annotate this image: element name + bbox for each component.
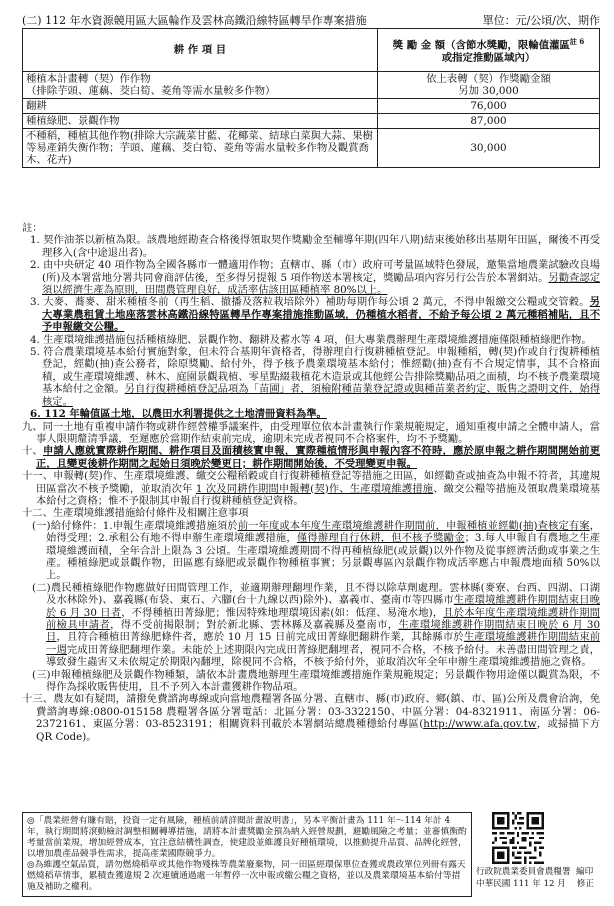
- s12-2-text: (二)農民種植綠肥作物應做好田間管理工作，並適期辦理翻埋作業，且不得以除草劑處理。雲林縣(麥寮、台西、四湖、口湖及水林除外)、嘉義縣(布袋、東石、六腳(台十九線以西)除外)、嘉義市、臺南市等四縣市: [32, 581, 600, 607]
- note-3-emphasis: 另大專業農租賃土地座落雲林高鐵沿線特區轉旱作專案措施推動區域，仍種植水稻者，不給予每公頃 2 萬元種稻補貼，且不予申報繳交公糧。: [42, 296, 600, 334]
- table-row: [23, 72, 600, 99]
- agency-name: 行政院農業委員會農糧署: [476, 867, 571, 877]
- s12-1-tail: ；3.每人申報自有農地之生產環境維護面積，全年合計上限為 3 公頃。生產環境維護期間不得再種植綠肥(或景觀)以外作物及從事經濟活動或事業之生產。種植綠肥或景觀作物，田區應有綠肥或景觀作物種植事實；另景觀專區內景觀作物成活率應占申報農地面積 50%以上。: [46, 532, 601, 582]
- qr-code-icon[interactable]: [492, 812, 544, 864]
- section-13: [22, 693, 600, 743]
- section-10-number: 十、: [22, 445, 44, 458]
- s12-2-tail: 完成田菁綠肥翻埋作業。未能於上述期限內完成田菁綠肥翻埋者，視同不合格，不核予給付。未善盡田間管理之責，導致發生蟲害又未依規定於期限內翻埋，除視同不合格，不核予給付外，並取消次年全年申辦生產環境維護措施之資格。: [46, 643, 601, 669]
- section-12-1: [22, 520, 600, 582]
- award-table-header: [23, 29, 600, 72]
- document-header: [22, 12, 600, 26]
- s12-1-underlined2: 僅得辦理自行休耕，但不核予獎勵金: [296, 532, 465, 545]
- s12-1-underlined: 前一年度或本年度生產環境維護耕作期間前，申報種植並經勸(抽)查核定有案: [237, 519, 590, 532]
- note-5-text: 5. 符合農業環境基本給付實施對象，但未符合基期年資格者，得辦理自行復耕種植登記。申報種稻，轉(契)作或自行復耕種植登記，經勸(抽)查公務者，除原獎勵、給付外，得予核予農業環境基本給付；惟經勸(抽)查有不合規定情事，其不合格面積，或生產環境維護、林木、庭園景觀栽植、零星點綴栽植花木造景或其他經公告排除獎勵品項之面積，均不核予農業環境基本給付之金額。: [30, 346, 600, 396]
- table-cell-amount: 87,000: [378, 114, 600, 129]
- section-11-underlined: 1 次及同耕作期間申報轉(契)作、生產環境維護措施: [195, 482, 434, 495]
- amount-subtext: 另加 30,000: [458, 85, 519, 97]
- s12-2-text4: ，且符合種植田菁綠肥條件者，應於 10 月 15 日前完成田菁綠肥翻耕作業，其餘縣市於: [56, 631, 464, 644]
- notes-section: [22, 222, 600, 743]
- unit-label: 單位：元/公頃/次、期作: [482, 14, 600, 27]
- note-5: [22, 346, 600, 408]
- section-11-tail: 、繳交公糧等措施及領取農業環境基本給付之資格；惟不予限制其申報自行復耕種植登記資格。: [36, 482, 601, 507]
- issuer-line: [476, 866, 608, 878]
- note-5-underlined: 另自行復耕種植登記品項為「苗圃」者，須檢附種苗業登記證或與種苗業者約定、販售之證明文件，始得核定。: [42, 383, 600, 408]
- s12-1-text: (一)給付條件：1.申報生產環境維護措施須於: [32, 519, 238, 532]
- note-3-text: 3. 大麥、蕎麥、甜米種植冬前（再生稻、撤播及落粒栽培除外）補助每期作每公頃 2 萬元，不得申報繳交公糧或交管穀。: [30, 296, 590, 309]
- section-10-emphasis: 申請人應就實際耕作期間、耕作項目及面積核實申報，實際種植情形與申報內容不符時，應於原申報之耕作期間開始前更正，且變更後耕作期間之起始日須晚於變更日；耕作期間開始後，不受理變更申報。: [36, 445, 601, 470]
- issue-date: 中華民國 111 年 12 月: [476, 879, 566, 889]
- note-2: [22, 259, 600, 296]
- section-12-2: [22, 582, 600, 669]
- table-cell-amount: 76,000: [378, 99, 600, 114]
- section-title: (二) 112 年水資源競用區大區輪作及雲林高鐵沿線特區轉旱作專案措施: [22, 14, 367, 27]
- s12-2-text2: ，不得種植田菁綠肥；惟因特殊地理環境因素(如：低窪、易淹水地)，: [121, 606, 444, 619]
- section-10: [22, 445, 600, 470]
- item-subtext: （排除芋頭、蓮藕、茭白筍、菱角等需水量較多作物）: [26, 85, 276, 97]
- website-link[interactable]: http://www.afa.gov.tw: [423, 718, 537, 731]
- note-6: 6. 112 年輪值區土地，以農田水利署提供之土地清冊資料為準。: [30, 408, 327, 421]
- column-header-item: 耕 作 項 目: [23, 29, 378, 72]
- note-1: 1. 契作油茶以新植為限。該農地經勘查合格後得領取契作獎勵金至輔導年期(四年八期)結束後始移出基期年田區，爾後不再受理移入(含中途退出者)。: [30, 234, 600, 259]
- issuer-block: [476, 866, 608, 890]
- footer-notice-box: [22, 812, 472, 897]
- section-11-text: 十一、申報轉(契)作、生產環境維護、繳交公糧稻穀或自行復耕種植登記等措施之田區，如經勸查或抽查為申報不符者，其違規田區當次不核予獎勵，並取消次年: [22, 470, 600, 495]
- table-row: [23, 129, 600, 168]
- date-tag: 修正: [576, 879, 594, 889]
- section-13-text: 十三、農友如有疑問，請撥免費諮詢專線或向當地農糧署各區分署、直轄市、縣(市)政府、鄉(鎮、市、區)公所及農會洽詢，免費諮詢專線:0800-015158 農糧署各區分署電話：北區分署：03-3322150、中區分署：04-8321911、南區分署：06-2372161、東區分署：03-8523191；相關資料刊載於本署網站總農種穩給付專區(: [22, 693, 600, 731]
- section-12-3: (三)申報種植綠肥及景觀作物種類，請依本計畫農地辦理生產環境維護措施作業規範規定；另景觀作物用途僅以觀賞為限，不得作為採收販售使用，且不予列入本計畫獲耕作物品項。: [32, 668, 600, 694]
- section-9: 九、同一土地有重複申請作物或耕作經營權爭議案件，由受理單位依本計畫執行作業規範規定，通知重複申請之全體申請人，當事人限期釐清爭議，至遲應於當期作結束前完成，逾期未完成者視同不合格案件，均不予獎勵。: [22, 420, 600, 445]
- note-4: 4. 生產環境維護措施包括種植綠肥、景觀作物、翻耕及蓄水等 4 項，但大專業農辦理生產環境維護措施僅限種植綠肥作物。: [30, 333, 592, 346]
- note-2-underlined: 另勸查認定須以經濟生產為原則，田間農管理良好，成活率估該田區種植率 80%以上。: [42, 271, 600, 297]
- award-table: [22, 28, 600, 168]
- column-header-amount-line1: 獎 勵 金 額（含節水獎勵，限輪值灌區: [392, 39, 570, 52]
- table-cell-item: 翻耕: [23, 99, 378, 114]
- table-cell-item: [23, 72, 378, 99]
- s12-1-text2: ，始得受理；2.承租公有地不得申辦生產環境維護措施，: [46, 519, 600, 545]
- date-line: [476, 878, 608, 890]
- s12-2-underlined3: 生產環境維護耕作期間結束日晚於 6 月 30 日: [46, 619, 601, 644]
- table-cell-amount: 30,000: [378, 129, 600, 168]
- table-cell-item: 不種稻，種植其他作物(排除大宗蔬菜甘藍、花椰菜、結球白菜與大蒜、果樹等易產銷失衡作物；芋頭、蓮藕、茭白筍、菱角等需水量較多作物及觀賞喬木、花卉): [23, 129, 378, 168]
- section-13-tail: ，或掃描下方 QR Code)。: [36, 718, 600, 743]
- s12-2-underlined4: 生產環境維護耕作期間結束前一週: [46, 631, 601, 656]
- table-cell-amount: [378, 72, 600, 99]
- s12-2-text3: ，得不受前揭限制；對於新北縣、雲林縣及嘉義縣及臺南市，: [110, 619, 399, 631]
- footer-notice-1: ◎「農業經營有賺有賠，投資一定有風險，種植前請詳閱計畫說明書」，另本平衡計畫為 111 年～114 年計 4 年，執行期間將滾動檢討調整相關轉導措施，請將本計畫獎勵金預為納入經營規劃，避勵風險之考量；並審慎衡酌考量當前業規，增加經營成本，宜注意結構性調查，使建設並維護良好種植環境，以推動提升品質、品牌化經營，以增加農產品競爭性需求，提高產業國際競爭力。: [27, 816, 467, 859]
- note-superscript: 註 6: [569, 37, 585, 47]
- amount-text: 依上表轉（契）作獎勵金額: [426, 73, 551, 85]
- agency-tag: 編印: [576, 867, 594, 877]
- column-header-amount: [378, 29, 600, 72]
- s12-2-underlined2: 且於本年度生產環境維護耕作期間前檢具申請者: [46, 606, 600, 631]
- section-11: [22, 470, 600, 507]
- column-header-amount-line2: 或指定推動區域內）: [441, 51, 536, 64]
- note-3: [22, 296, 600, 333]
- notes-label: 註：: [22, 222, 43, 234]
- table-row: [23, 114, 600, 129]
- s12-2-underlined: 生產環境維護耕作期間結束日晚於 6 月 30 日者: [46, 594, 600, 619]
- section-12-heading: 十二、生產環境維護措施給付條件及相關注意事項: [22, 507, 249, 520]
- table-row: [23, 99, 600, 114]
- table-cell-item: 種植綠肥、景觀作物: [23, 114, 378, 129]
- note-2-text: 2. 由中央研定 40 項作物為全國各縣市一體適用作物；直轄市、縣（市）政府可考量區域特色發展，邀集當地農業試驗改良場(所)及本署當地分署共同會商評估後，至多得另提報 5 項作物送本署核定，獎勵品項內容另行公告於本署網站。: [30, 259, 600, 284]
- footer-notice-2: ◎為維護空氣品質，請勿燃燒稻草或其他作物殘株等農業廢棄物，同一田區經環保單位查獲或農政單位列冊有露天燃燒稻草情事，累積查獲違規 2 次連續通過處一年暫停一次申報或繳公糧之資格，並以及農業環境基本給付等措施及補助之權利。: [27, 860, 466, 892]
- item-text: 種植本計畫轉（契）作作物: [26, 73, 151, 85]
